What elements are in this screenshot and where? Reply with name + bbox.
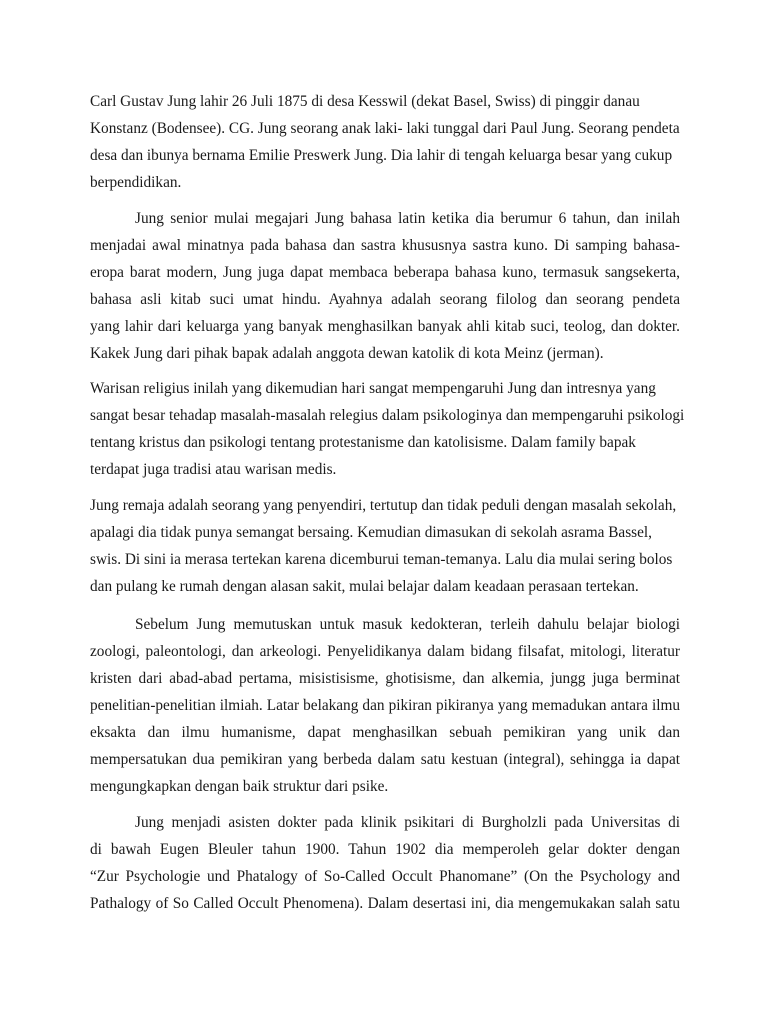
- text-line: bahasa asli kitab suci umat hindu. Ayahnya adalah seorang filolog dan seorang pendeta: [90, 291, 680, 308]
- text-line: Sebelum Jung memutuskan untuk masuk kedokteran, terleih dahulu belajar biologi: [135, 616, 680, 633]
- paragraph-4: [90, 492, 680, 600]
- paragraph-6: [90, 809, 680, 917]
- text-line: sangat besar tehadap masalah-masalah relegius dalam psikologinya dan mempengaruhi psikologi: [90, 407, 685, 424]
- text-line: Jung menjadi asisten dokter pada klinik psikitari di Burgholzli pada Universitas di: [135, 814, 680, 831]
- text-line: Kakek Jung dari pihak bapak adalah anggota dewan katolik di kota Meinz (jerman).: [90, 345, 604, 362]
- paragraph-5: [90, 611, 680, 800]
- text-line: Warisan religius inilah yang dikemudian hari sangat mempengaruhi Jung dan intresnya yang: [90, 380, 656, 397]
- text-line: eropa barat modern, Jung juga dapat membaca beberapa bahasa kuno, termasuk sangsekerta,: [90, 264, 680, 281]
- text-line: kristen dari abad-abad pertama, misistisisme, ghotisisme, dan alkemia, jungg juga berminat: [90, 670, 680, 687]
- text-line: swis. Di sini ia merasa tertekan karena dicemburui teman-temanya. Lalu dia mulai sering bolos: [90, 551, 673, 568]
- text-line: Jung remaja adalah seorang yang penyendiri, tertutup dan tidak peduli dengan masalah sekolah,: [90, 497, 677, 514]
- text-line: menjadai awal minatnya pada bahasa dan sastra khususnya sastra kuno. Di samping bahasa-: [90, 237, 680, 254]
- text-line: mengungkapkan dengan baik struktur dari psike.: [90, 778, 389, 795]
- text-line: mempersatukan dua pemikiran yang berbeda dalam satu kestuan (integral), sehingga ia dapat: [90, 751, 680, 768]
- text-line: berpendidikan.: [90, 174, 182, 191]
- text-line: terdapat juga tradisi atau warisan medis.: [90, 461, 337, 478]
- text-line: Konstanz (Bodensee). CG. Jung seorang anak laki- laki tunggal dari Paul Jung. Seorang pendeta: [90, 120, 680, 137]
- text-line: di bawah Eugen Bleuler tahun 1900. Tahun 1902 dia memperoleh gelar dokter dengan: [90, 841, 680, 858]
- paragraph-1: [90, 88, 680, 196]
- text-line: tentang kristus dan psikologi tentang protestanisme dan katolisisme. Dalam family bapak: [90, 434, 636, 451]
- text-line: Jung senior mulai megajari Jung bahasa latin ketika dia berumur 6 tahun, dan inilah: [135, 210, 680, 227]
- text-line: Carl Gustav Jung lahir 26 Juli 1875 di desa Kesswil (dekat Basel, Swiss) di pinggir danau: [90, 93, 640, 110]
- text-line: desa dan ibunya bernama Emilie Preswerk Jung. Dia lahir di tengah keluarga besar yang cukup: [90, 147, 673, 164]
- text-line: dan pulang ke rumah dengan alasan sakit, mulai belajar dalam keadaan perasaan tertekan.: [90, 578, 639, 595]
- text-line: Pathalogy of So Called Occult Phenomena). Dalam desertasi ini, dia mengemukakan salah satu: [90, 895, 680, 912]
- paragraph-2: [90, 205, 680, 367]
- text-line: penelitian-penelitian ilmiah. Latar belakang dan pikiran pikiranya yang memadukan antara ilmu: [90, 697, 680, 714]
- text-line: “Zur Psychologie und Phatalogy of So-Called Occult Phanomane” (On the Psychology and: [90, 868, 680, 885]
- text-line: eksakta dan ilmu humanisme, dapat menghasilkan sebuah pemikiran yang unik dan: [90, 724, 680, 741]
- paragraph-3: [90, 375, 685, 483]
- text-line: zoologi, paleontologi, dan arkeologi. Penyelidikanya dalam bidang filsafat, mitologi, literatur: [90, 643, 680, 660]
- text-line: yang lahir dari keluarga yang banyak menghasilkan banyak ahli kitab suci, teolog, dan dokter.: [90, 318, 680, 335]
- text-line: apalagi dia tidak punya semangat bersaing. Kemudian dimasukan di sekolah asrama Bassel,: [90, 524, 652, 541]
